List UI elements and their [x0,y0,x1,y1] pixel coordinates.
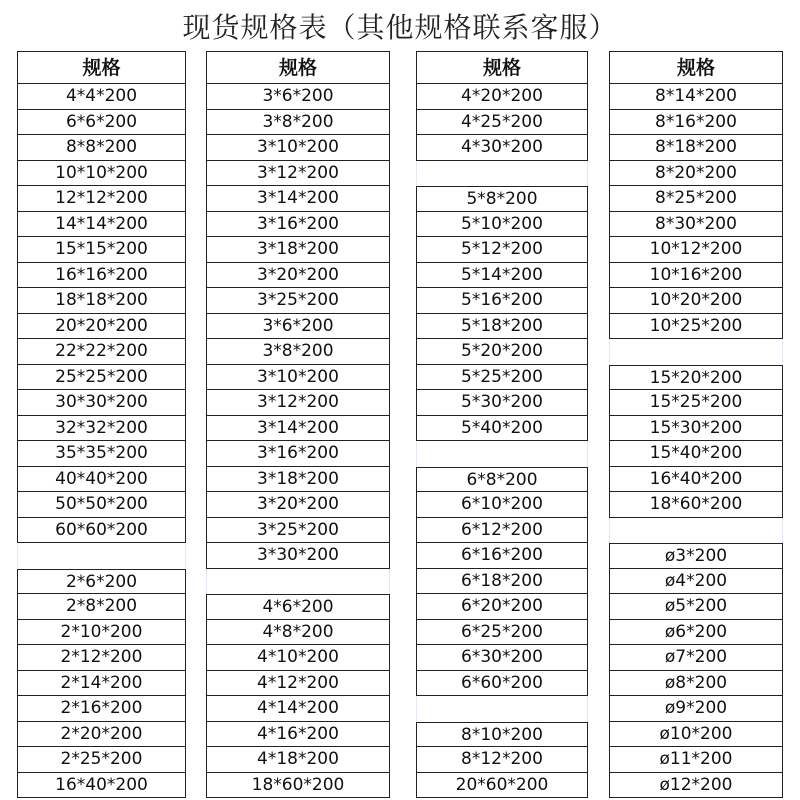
spec-cell: 3*8*200 [206,339,390,365]
spec-cell: 2*20*200 [17,722,186,748]
spec-cell: 3*6*200 [206,314,390,340]
column-header: 规格 [416,51,588,84]
spec-cell: 5*12*200 [416,237,588,263]
spec-cell: 3*8*200 [206,110,390,136]
spec-cell: ø11*200 [609,747,783,773]
spec-cell: 20*20*200 [17,314,186,340]
spec-cell: 6*18*200 [416,569,588,595]
spec-cell: 15*40*200 [609,441,783,467]
spec-cell: 8*25*200 [609,186,783,212]
spec-cell: 3*12*200 [206,390,390,416]
spec-cell: 18*60*200 [609,492,783,518]
spec-cell: 14*14*200 [17,212,186,238]
column-header: 规格 [206,51,390,84]
spec-cell: 5*14*200 [416,263,588,289]
spec-column-2 [206,51,390,798]
spec-cell: 60*60*200 [17,518,186,544]
spec-cell: 2*8*200 [17,594,186,620]
spec-cell: 4*20*200 [416,84,588,110]
spec-cell: ø3*200 [609,543,783,569]
blank-row [609,339,783,365]
spec-cell: 22*22*200 [17,339,186,365]
spec-cell: 2*10*200 [17,620,186,646]
spec-cell: ø6*200 [609,620,783,646]
spec-cell: 8*10*200 [416,722,588,748]
spec-cell: 3*25*200 [206,518,390,544]
spec-cell: 4*25*200 [416,110,588,136]
spec-cell: 5*18*200 [416,314,588,340]
spec-cell: 3*14*200 [206,186,390,212]
spec-column-1 [17,51,186,798]
spec-cell: 4*12*200 [206,671,390,697]
spec-column-4 [609,51,783,798]
spec-cell: 10*16*200 [609,263,783,289]
spec-cell: 5*10*200 [416,212,588,238]
spec-cell: 6*30*200 [416,645,588,671]
spec-cell: 3*18*200 [206,467,390,493]
spec-cell: 10*20*200 [609,288,783,314]
spec-cell: 8*30*200 [609,212,783,238]
spec-cell: 3*20*200 [206,492,390,518]
spec-cell: ø5*200 [609,594,783,620]
spec-cell: 6*12*200 [416,518,588,544]
spec-cell: 4*16*200 [206,722,390,748]
spec-cell: 30*30*200 [17,390,186,416]
spec-cell: 3*16*200 [206,441,390,467]
spec-cell: ø4*200 [609,569,783,595]
spec-cell: 6*10*200 [416,492,588,518]
spec-cell: 6*20*200 [416,594,588,620]
spec-cell: 5*16*200 [416,288,588,314]
spec-cell: 8*14*200 [609,84,783,110]
spec-cell: 25*25*200 [17,365,186,391]
spec-cell: 5*25*200 [416,365,588,391]
spec-cell: 20*60*200 [416,773,588,799]
page-title: 现货规格表（其他规格联系客服） [182,11,618,44]
spec-cell: 3*25*200 [206,288,390,314]
column-header: 规格 [17,51,186,84]
spec-cell: 5*8*200 [416,186,588,212]
spec-cell: 15*25*200 [609,390,783,416]
spec-cell: 10*10*200 [17,161,186,187]
spec-cell: 6*8*200 [416,467,588,493]
spec-cell: 2*16*200 [17,696,186,722]
spec-cell: 16*40*200 [609,467,783,493]
spec-cell: 3*14*200 [206,416,390,442]
spec-cell: 4*4*200 [17,84,186,110]
spec-cell: 50*50*200 [17,492,186,518]
blank-row [416,441,588,467]
spec-cell: 8*16*200 [609,110,783,136]
spec-cell: ø7*200 [609,645,783,671]
spec-cell: 16*40*200 [17,773,186,799]
spec-cell: 18*18*200 [17,288,186,314]
spec-cell: ø8*200 [609,671,783,697]
spec-cell: 3*10*200 [206,365,390,391]
spec-cell: 3*6*200 [206,84,390,110]
spec-cell: 2*6*200 [17,569,186,595]
spec-cell: ø12*200 [609,773,783,799]
spec-cell: 8*12*200 [416,747,588,773]
spec-cell: 3*30*200 [206,543,390,569]
spec-cell: ø10*200 [609,722,783,748]
spec-cell: 2*25*200 [17,747,186,773]
spec-cell: 15*30*200 [609,416,783,442]
spec-cell: 15*15*200 [17,237,186,263]
blank-row [206,569,390,595]
spec-cell: 16*16*200 [17,263,186,289]
spec-cell: 6*60*200 [416,671,588,697]
spec-cell: 5*20*200 [416,339,588,365]
spec-cell: 6*6*200 [17,110,186,136]
spec-cell: 6*25*200 [416,620,588,646]
blank-row [416,696,588,722]
spec-cell: 4*8*200 [206,620,390,646]
spec-cell: 3*10*200 [206,135,390,161]
spec-cell: 18*60*200 [206,773,390,799]
spec-cell: 2*12*200 [17,645,186,671]
spec-cell: 6*16*200 [416,543,588,569]
spec-cell: 35*35*200 [17,441,186,467]
spec-cell: 8*20*200 [609,161,783,187]
spec-cell: 3*12*200 [206,161,390,187]
spec-cell: 4*30*200 [416,135,588,161]
spec-cell: 4*14*200 [206,696,390,722]
spec-cell: 10*12*200 [609,237,783,263]
spec-cell: 3*18*200 [206,237,390,263]
spec-cell: 5*40*200 [416,416,588,442]
spec-cell: 15*20*200 [609,365,783,391]
spec-cell: 3*20*200 [206,263,390,289]
spec-cell: 3*16*200 [206,212,390,238]
spec-cell: 40*40*200 [17,467,186,493]
spec-cell: 10*25*200 [609,314,783,340]
spec-cell: 4*6*200 [206,594,390,620]
column-header: 规格 [609,51,783,84]
spec-cell: 4*18*200 [206,747,390,773]
blank-row [609,518,783,544]
spec-cell: 5*30*200 [416,390,588,416]
spec-cell: 12*12*200 [17,186,186,212]
spec-cell: 32*32*200 [17,416,186,442]
spec-cell: ø9*200 [609,696,783,722]
spec-cell: 8*8*200 [17,135,186,161]
blank-row [416,161,588,187]
spec-cell: 2*14*200 [17,671,186,697]
spec-column-3 [416,51,588,798]
spec-cell: 4*10*200 [206,645,390,671]
spec-cell: 8*18*200 [609,135,783,161]
blank-row [17,543,186,569]
